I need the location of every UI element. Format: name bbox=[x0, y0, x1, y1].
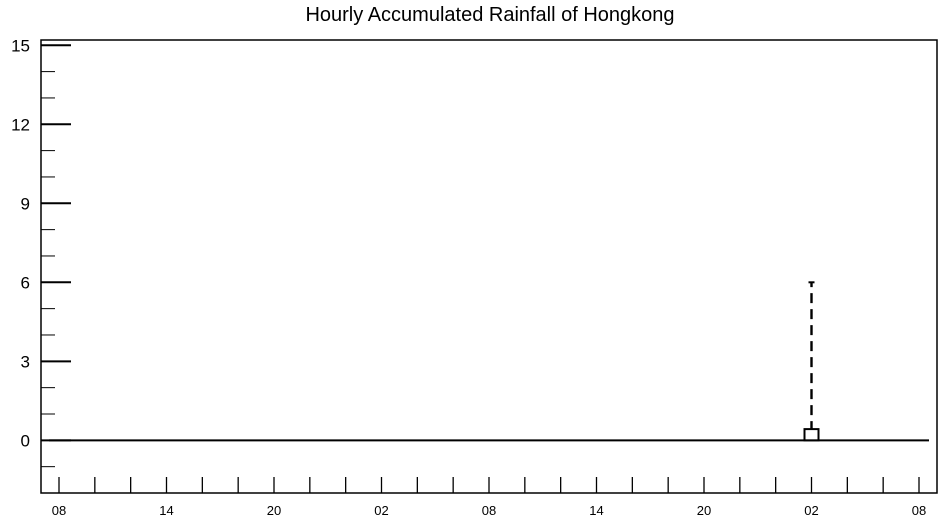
y-tick-label: 12 bbox=[11, 115, 30, 135]
y-tick-label: 15 bbox=[11, 36, 30, 56]
plot-frame bbox=[41, 40, 937, 493]
y-tick-label: 9 bbox=[20, 194, 30, 214]
x-tick-label: 08 bbox=[911, 503, 927, 518]
x-tick-label: 08 bbox=[51, 503, 67, 518]
x-tick-label: 02 bbox=[374, 503, 389, 518]
x-tick-label: 02 bbox=[804, 503, 819, 518]
y-tick-label: 0 bbox=[20, 431, 30, 451]
rainfall-box bbox=[805, 429, 819, 440]
x-tick-label: 14 bbox=[159, 503, 174, 518]
x-tick-label: 08 bbox=[481, 503, 497, 518]
x-tick-label: 20 bbox=[266, 503, 282, 518]
x-tick-label: 20 bbox=[696, 503, 712, 518]
chart-title: Hourly Accumulated Rainfall of Hongkong bbox=[305, 4, 675, 26]
x-tick-label: 14 bbox=[589, 503, 604, 518]
y-tick-label: 6 bbox=[20, 273, 30, 293]
y-tick-label: 3 bbox=[20, 352, 30, 372]
